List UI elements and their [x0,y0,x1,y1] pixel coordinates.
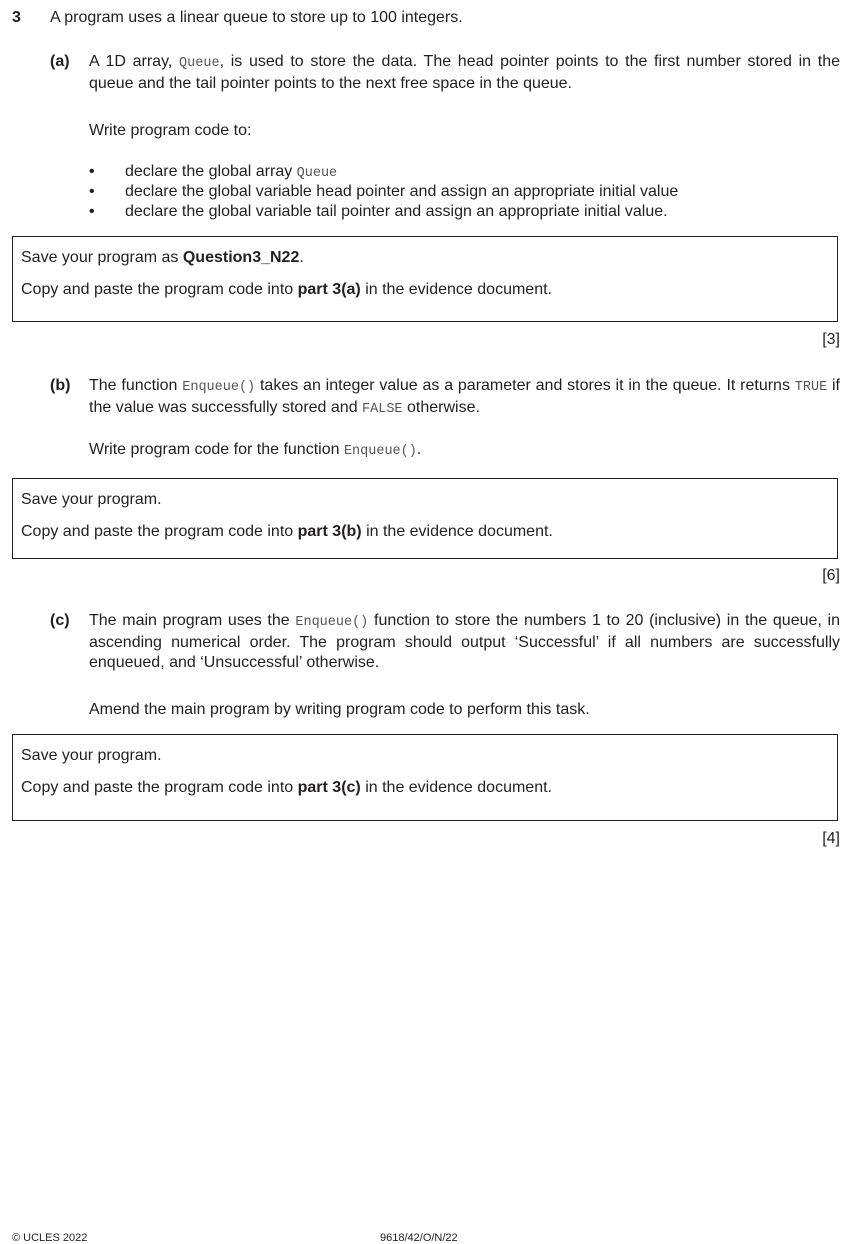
code-enqueue: Enqueue() [295,615,369,630]
part-a-marks: [3] [822,331,840,348]
part-c-instruction: Amend the main program by writing program code to perform this task. [89,701,590,718]
part-a-text-2: , is used to store the data. The head pointer points to the first number stored in the queue and the tail pointer points to the next free space in the queue. [89,53,841,92]
part-b-label: (b) [50,377,71,394]
part-a-instruction: Write program code to: [89,122,252,139]
part-b-text: The function Enqueue() takes an integer value as a parameter and stores it in the queue. It returns TRUE if the value was successfully stored and FALSE otherwise. [89,377,841,417]
save-instruction: Save your program. [21,747,162,764]
filename: Question3_N22 [182,249,300,266]
copy-instruction: Copy and paste the program code into part 3(b) in the evidence document. [21,523,553,540]
part-a-label: (a) [50,53,70,70]
bullet-text: declare the global variable tail pointer and assign an appropriate initial value. [125,203,668,220]
bullet-code: Queue [296,166,338,181]
part-b-instruction: Write program code for the function Enqueue(). [89,441,422,459]
evidence-part: part 3(a) [297,281,361,298]
question-stem: A program uses a linear queue to store up to 100 integers. [50,9,463,26]
footer-copyright: © UCLES 2022 [12,1232,88,1244]
question-number: 3 [12,9,21,26]
footer-paper-code: 9618/42/O/N/22 [380,1232,458,1244]
bullet-text: declare the global variable head pointer and assign an appropriate initial value [125,183,679,200]
save-instruction: Save your program as Question3_N22. [21,249,304,266]
copy-instruction: Copy and paste the program code into part 3(c) in the evidence document. [21,779,552,796]
part-a-save-box [12,236,838,322]
code-true: TRUE [794,380,828,395]
bullet-item [89,202,678,222]
part-a-bullet-list [89,162,678,222]
code-enqueue: Enqueue() [343,444,417,459]
copy-instruction: Copy and paste the program code into part 3(a) in the evidence document. [21,281,552,298]
evidence-part: part 3(b) [297,523,362,540]
code-queue: Queue [179,56,220,71]
part-c-text: The main program uses the Enqueue() function to store the numbers 1 to 20 (inclusive) in the queue, in ascending numerical order. The program should output ‘Successful’ if all numbers are successfully enqueued, and ‘Unsuccessful’ otherwise. [89,612,841,671]
code-enqueue: Enqueue() [182,380,256,395]
bullet-text: declare the global array [125,163,297,180]
part-a-text [89,52,840,94]
bullet-item [89,182,678,202]
part-c-save-box [12,734,838,821]
part-b-save-box [12,478,838,559]
code-false: FALSE [362,402,403,417]
evidence-part: part 3(c) [297,779,361,796]
part-b-marks: [6] [822,567,840,584]
save-instruction: Save your program. [21,491,162,508]
bullet-item [89,162,678,182]
part-a-text-1: A 1D array, [89,53,173,70]
part-c-marks: [4] [822,830,840,847]
part-c-label: (c) [50,612,70,629]
